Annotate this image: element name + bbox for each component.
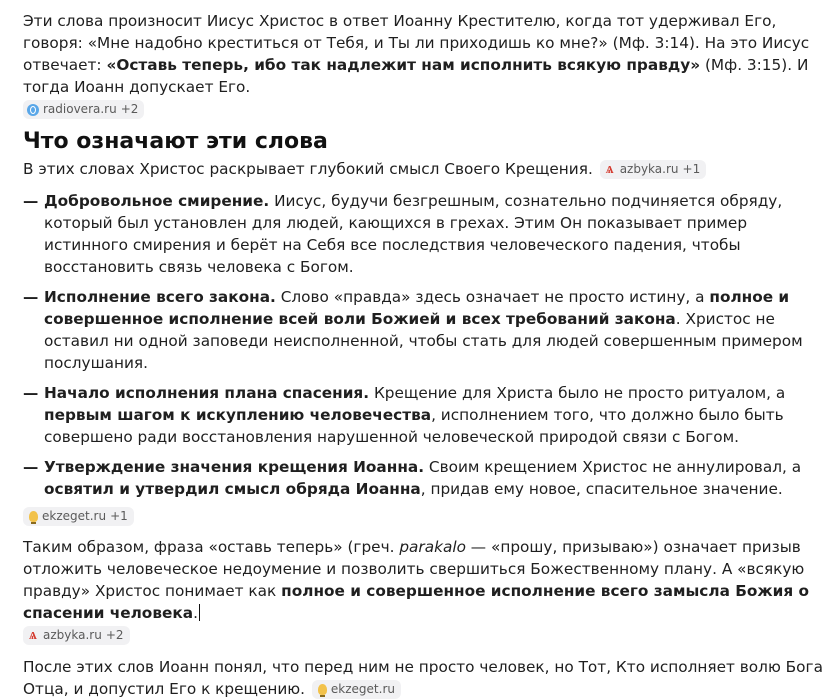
item-text: Иисус, будучи безгрешным, сознательно подчиняется обряду, который был установлен для людей, кающихся в грехах. Этим Он показывает пример истинного смирения и берёт на Себя все последствия человеческого падения, чтобы восстановить связь человека с Богом. — [44, 192, 783, 276]
source-label: azbyka.ru — [43, 628, 102, 642]
greek-word: parakalo — [399, 538, 466, 556]
item-text-end: , придав ему новое, спасительное значение. — [420, 480, 783, 498]
list-item — [23, 286, 824, 374]
item-text: Своим крещением Христос не аннулировал, а — [424, 458, 802, 476]
list-dash: — — [23, 288, 39, 306]
conclusion-text-end: . — [193, 604, 198, 622]
list-source-row — [23, 506, 824, 528]
source-chip-azbyka[interactable] — [600, 160, 707, 179]
item-text: Слово «правда» здесь означает не просто истину, а — [275, 288, 710, 306]
source-chip-ekzeget[interactable] — [312, 680, 401, 699]
azbyka-icon: Ѧ — [29, 628, 37, 642]
intro-paragraph — [23, 10, 824, 98]
final-text: После этих слов Иоанн понял, что перед ним не просто человек, но Тот, Кто исполняет волю Бога Отца, и допустил Его к крещению. — [23, 658, 823, 698]
source-count: +1 — [682, 162, 701, 176]
conclusion-text: Таким образом, фраза «оставь теперь» (греч. — [23, 538, 400, 556]
intro-text-end: (Мф. 3:15). И тогда Иоанн допускает Его. — [23, 56, 809, 96]
source-label: ekzeget.ru — [330, 682, 395, 696]
lightbulb-icon — [318, 684, 327, 695]
item-title: Начало исполнения плана спасения. — [44, 384, 370, 402]
section-lead — [23, 158, 824, 180]
list-dash: — — [23, 384, 39, 402]
source-label: ekzeget.ru — [42, 509, 107, 523]
source-chip-radiovera[interactable] — [23, 100, 144, 119]
item-title: Утверждение значения крещения Иоанна. — [44, 458, 425, 476]
azbyka-icon: Ѧ — [605, 162, 614, 176]
item-text-end: , исполнением того, что должно было быть совершено ради восстановления нарушенной человеческой природой связи с Богом. — [44, 406, 784, 446]
source-chip-azbyka[interactable] — [23, 626, 130, 645]
final-paragraph — [23, 656, 824, 700]
text-cursor — [199, 604, 200, 621]
conclusion-text-mid: — «прошу, призываю») означает призыв отложить человеческое недоумение и позволить свершиться Божественному плану. А «всякую правду» Христос понимает как — [23, 538, 805, 600]
globe-icon — [27, 104, 39, 116]
conclusion-source-row — [23, 625, 824, 647]
source-label: azbyka.ru — [619, 162, 679, 176]
list-dash: — — [23, 192, 39, 210]
source-count: +1 — [110, 509, 128, 523]
source-label: radiovera.ru — [43, 102, 117, 116]
list-item — [23, 190, 824, 278]
item-text: Крещение для Христа было не просто ритуалом, а — [369, 384, 786, 402]
conclusion-paragraph — [23, 536, 824, 624]
item-title: Исполнение всего закона. — [44, 288, 276, 306]
list-item — [23, 456, 824, 500]
item-text-end: . Христос не оставил ни одной заповеди неисполненной, чтобы стать для людей совершенным примером послушания. — [44, 310, 803, 372]
item-title: Добровольное смирение. — [44, 192, 270, 210]
item-bold: полное и совершенное исполнение всей воли Божией и всех требований закона — [44, 288, 790, 328]
source-count: +2 — [120, 102, 139, 116]
intro-text: Эти слова произносит Иисус Христос в ответ Иоанну Крестителю, когда тот удерживал Его, говоря: «Мне надобно креститься от Тебя, и Ты ли приходишь ко мне?» (Мф. 3:14). На это Иисус отвечает: — [23, 12, 810, 74]
lead-text: В этих словах Христос раскрывает глубокий смысл Своего Крещения. — [23, 160, 593, 178]
list-dash: — — [23, 458, 39, 476]
intro-source-row — [23, 99, 824, 121]
lightbulb-icon — [29, 511, 38, 522]
source-count: +2 — [105, 628, 124, 642]
conclusion-bold: полное и совершенное исполнение всего замысла Божия о спасении человека — [23, 582, 809, 622]
section-heading: Что означают эти слова — [23, 129, 328, 154]
item-bold: освятил и утвердил смысл обряда Иоанна — [44, 480, 421, 498]
meaning-list — [23, 190, 824, 500]
source-chip-ekzeget[interactable] — [23, 507, 134, 526]
list-item — [23, 382, 824, 448]
intro-quote: «Оставь теперь, ибо так надлежит нам исполнить всякую правду» — [106, 56, 701, 74]
item-bold: первым шагом к искуплению человечества — [44, 406, 432, 424]
